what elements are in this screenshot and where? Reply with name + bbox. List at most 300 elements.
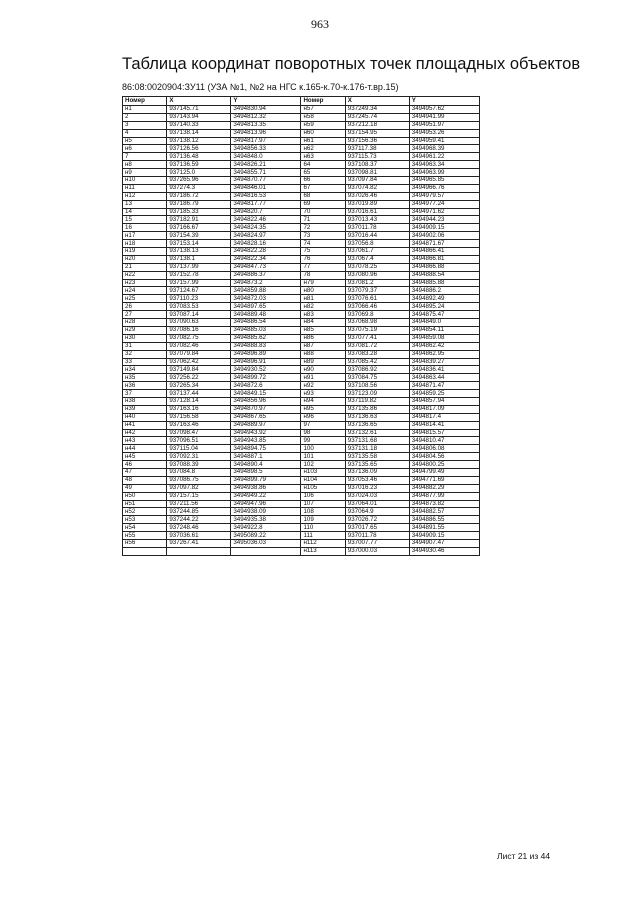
x-coordinate-left: 937084.8 — [167, 468, 231, 476]
x-coordinate-right: 937154.95 — [345, 129, 409, 137]
y-coordinate-right: 3494866.81 — [409, 255, 479, 263]
x-coordinate-right: 937245.74 — [345, 113, 409, 121]
y-coordinate-right: 3494930.46 — [409, 547, 479, 555]
y-coordinate-left: 3494824.97 — [231, 232, 301, 240]
y-coordinate-left: 3494813.35 — [231, 121, 301, 129]
y-coordinate-right: 3494966.76 — [409, 184, 479, 192]
point-number-left: н28 — [123, 319, 167, 327]
table-row — [123, 129, 480, 137]
x-coordinate-right: 937131.68 — [345, 437, 409, 445]
x-coordinate-right: 937132.61 — [345, 429, 409, 437]
x-coordinate-right: 937016.44 — [345, 232, 409, 240]
point-number-left: 48 — [123, 476, 167, 484]
y-coordinate-right: 3494873.82 — [409, 500, 479, 508]
y-coordinate-right: 3494866.88 — [409, 263, 479, 271]
point-number-left: н11 — [123, 184, 167, 192]
document-subtitle: 86:08:0020904:ЗУ11 (УЗА №1, №2 на НГС к.165-к.70-к.176-т.вр.15) — [122, 82, 399, 92]
table-row — [123, 279, 480, 287]
x-coordinate-right: 937076.61 — [345, 295, 409, 303]
point-number-right: н86 — [301, 334, 345, 342]
x-coordinate-left: 937137.99 — [167, 263, 231, 271]
point-number-left: 15 — [123, 216, 167, 224]
x-coordinate-left: 937125.0 — [167, 169, 231, 177]
y-coordinate-left: 3494873.2 — [231, 279, 301, 287]
table-row — [123, 113, 480, 121]
x-coordinate-left: 937128.14 — [167, 397, 231, 405]
table-row — [123, 200, 480, 208]
y-coordinate-right: 3494941.99 — [409, 113, 479, 121]
y-coordinate-right: 3494979.57 — [409, 192, 479, 200]
x-coordinate-right: 937097.84 — [345, 177, 409, 185]
point-number-right: н103 — [301, 468, 345, 476]
point-number-right: 67 — [301, 184, 345, 192]
point-number-right: 110 — [301, 524, 345, 532]
table-row — [123, 263, 480, 271]
y-coordinate-left: 3495089.22 — [231, 532, 301, 540]
y-coordinate-left: 3494820.7 — [231, 208, 301, 216]
x-coordinate-left: 937211.56 — [167, 500, 231, 508]
y-coordinate-right: 3494961.22 — [409, 153, 479, 161]
table-row — [123, 319, 480, 327]
header-x-right: X — [345, 97, 409, 106]
x-coordinate-left: 937153.14 — [167, 240, 231, 248]
point-number-left: 49 — [123, 484, 167, 492]
y-coordinate-left: 3494822.28 — [231, 248, 301, 256]
x-coordinate-left: 937157.15 — [167, 492, 231, 500]
y-coordinate-right: 3494771.69 — [409, 476, 479, 484]
table-row — [123, 445, 480, 453]
y-coordinate-right: 3494971.62 — [409, 208, 479, 216]
x-coordinate-right: 937078.25 — [345, 263, 409, 271]
point-number-left: н20 — [123, 255, 167, 263]
y-coordinate-left: 3494856.33 — [231, 145, 301, 153]
x-coordinate-right: 937079.37 — [345, 287, 409, 295]
point-number-left: н24 — [123, 287, 167, 295]
y-coordinate-right: 3494871.67 — [409, 240, 479, 248]
y-coordinate-left: 3494949.22 — [231, 492, 301, 500]
x-coordinate-right: 937156.36 — [345, 137, 409, 145]
table-row — [123, 405, 480, 413]
y-coordinate-right: 3494849.0 — [409, 319, 479, 327]
y-coordinate-right: 3494875.47 — [409, 311, 479, 319]
table-row — [123, 547, 480, 555]
x-coordinate-left: 937097.82 — [167, 484, 231, 492]
y-coordinate-right: 3494895.24 — [409, 303, 479, 311]
point-number-right: 72 — [301, 224, 345, 232]
y-coordinate-left: 3494812.32 — [231, 113, 301, 121]
point-number-right: н85 — [301, 326, 345, 334]
table-row — [123, 248, 480, 256]
point-number-right: н87 — [301, 342, 345, 350]
y-coordinate-left: 3494889.48 — [231, 311, 301, 319]
point-number-left: 37 — [123, 390, 167, 398]
x-coordinate-right: 937064.01 — [345, 500, 409, 508]
x-coordinate-right: 937081.2 — [345, 279, 409, 287]
x-coordinate-left: 937096.51 — [167, 437, 231, 445]
y-coordinate-left: 3494885.62 — [231, 334, 301, 342]
x-coordinate-left — [167, 547, 231, 555]
x-coordinate-left: 937152.78 — [167, 271, 231, 279]
document-title: Таблица координат поворотных точек площадных объектов — [122, 55, 581, 73]
table-row — [123, 216, 480, 224]
x-coordinate-right: 937108.56 — [345, 382, 409, 390]
y-coordinate-left: 3494846.01 — [231, 184, 301, 192]
y-coordinate-left: 3494826.21 — [231, 161, 301, 169]
table-row — [123, 461, 480, 469]
y-coordinate-left: 3494887.1 — [231, 453, 301, 461]
y-coordinate-left: 3494855.71 — [231, 169, 301, 177]
x-coordinate-right: 937249.34 — [345, 106, 409, 114]
point-number-right: н57 — [301, 106, 345, 114]
table-row — [123, 184, 480, 192]
y-coordinate-left: 3494816.53 — [231, 192, 301, 200]
y-coordinate-left: 3494859.88 — [231, 287, 301, 295]
x-coordinate-left: 937092.31 — [167, 453, 231, 461]
x-coordinate-right: 937017.65 — [345, 524, 409, 532]
y-coordinate-right: 3494886.55 — [409, 516, 479, 524]
table-row — [123, 390, 480, 398]
point-number-left: 14 — [123, 208, 167, 216]
table-body — [123, 106, 480, 556]
x-coordinate-left: 937156.58 — [167, 413, 231, 421]
y-coordinate-left: 3494849.15 — [231, 390, 301, 398]
table-row — [123, 342, 480, 350]
x-coordinate-right: 937069.8 — [345, 311, 409, 319]
header-y-right: Y — [409, 97, 479, 106]
x-coordinate-right: 937066.46 — [345, 303, 409, 311]
x-coordinate-left: 937145.71 — [167, 106, 231, 114]
y-coordinate-left: 3494889.97 — [231, 421, 301, 429]
y-coordinate-right: 3494891.55 — [409, 524, 479, 532]
point-number-left: н17 — [123, 232, 167, 240]
point-number-left: 27 — [123, 311, 167, 319]
x-coordinate-left: 937087.14 — [167, 311, 231, 319]
table-row — [123, 453, 480, 461]
table-row — [123, 492, 480, 500]
point-number-left: н9 — [123, 169, 167, 177]
table-row — [123, 516, 480, 524]
y-coordinate-right: 3494859.08 — [409, 334, 479, 342]
point-number-right: н91 — [301, 374, 345, 382]
x-coordinate-left: 937274.3 — [167, 184, 231, 192]
y-coordinate-right: 3494806.08 — [409, 445, 479, 453]
point-number-right: 71 — [301, 216, 345, 224]
y-coordinate-left: 3494817.77 — [231, 200, 301, 208]
y-coordinate-right: 3494959.41 — [409, 137, 479, 145]
point-number-right: н62 — [301, 145, 345, 153]
point-number-right: 74 — [301, 240, 345, 248]
page-number: 963 — [311, 17, 329, 31]
point-number-right: 75 — [301, 248, 345, 256]
y-coordinate-left: 3494890.4 — [231, 461, 301, 469]
x-coordinate-right: 937135.58 — [345, 453, 409, 461]
x-coordinate-right: 937007.77 — [345, 539, 409, 547]
point-number-left: н25 — [123, 295, 167, 303]
table-row — [123, 137, 480, 145]
y-coordinate-right: 3494863.44 — [409, 374, 479, 382]
y-coordinate-left: 3494943.92 — [231, 429, 301, 437]
point-number-left: н5 — [123, 137, 167, 145]
y-coordinate-right: 3494968.39 — [409, 145, 479, 153]
table-row — [123, 382, 480, 390]
point-number-right: н81 — [301, 295, 345, 303]
table-row — [123, 397, 480, 405]
x-coordinate-right: 937026.72 — [345, 516, 409, 524]
y-coordinate-left: 3494872.6 — [231, 382, 301, 390]
x-coordinate-right: 937131.18 — [345, 445, 409, 453]
point-number-right: 100 — [301, 445, 345, 453]
header-y-left: Y — [231, 97, 301, 106]
x-coordinate-right: 937074.82 — [345, 184, 409, 192]
point-number-left: н42 — [123, 429, 167, 437]
y-coordinate-left: 3494886.37 — [231, 271, 301, 279]
x-coordinate-right: 937123.09 — [345, 390, 409, 398]
y-coordinate-right: 3494810.47 — [409, 437, 479, 445]
table-row — [123, 145, 480, 153]
y-coordinate-right: 3494815.57 — [409, 429, 479, 437]
point-number-right: 111 — [301, 532, 345, 540]
y-coordinate-right: 3494866.41 — [409, 248, 479, 256]
point-number-left: 16 — [123, 224, 167, 232]
table-row — [123, 232, 480, 240]
point-number-right: 70 — [301, 208, 345, 216]
x-coordinate-right: 937098.81 — [345, 169, 409, 177]
point-number-left: н43 — [123, 437, 167, 445]
x-coordinate-left: 937157.99 — [167, 279, 231, 287]
point-number-left: н44 — [123, 445, 167, 453]
y-coordinate-right: 3494862.95 — [409, 350, 479, 358]
point-number-right: 66 — [301, 177, 345, 185]
x-coordinate-right: 937016.61 — [345, 208, 409, 216]
y-coordinate-right: 3494882.57 — [409, 508, 479, 516]
table-row — [123, 374, 480, 382]
x-coordinate-left: 937062.42 — [167, 358, 231, 366]
x-coordinate-left: 937126.56 — [167, 145, 231, 153]
table-row — [123, 224, 480, 232]
point-number-right: 106 — [301, 492, 345, 500]
x-coordinate-right: 937053.46 — [345, 476, 409, 484]
point-number-right: н79 — [301, 279, 345, 287]
x-coordinate-right: 937016.23 — [345, 484, 409, 492]
point-number-left: н1 — [123, 106, 167, 114]
y-coordinate-right: 3494944.23 — [409, 216, 479, 224]
x-coordinate-left: 937182.91 — [167, 216, 231, 224]
x-coordinate-right: 937086.92 — [345, 366, 409, 374]
x-coordinate-left: 937265.96 — [167, 177, 231, 185]
x-coordinate-right: 937068.98 — [345, 319, 409, 327]
x-coordinate-left: 937036.61 — [167, 532, 231, 540]
point-number-left: н56 — [123, 539, 167, 547]
x-coordinate-left: 937166.67 — [167, 224, 231, 232]
x-coordinate-right: 937136.09 — [345, 468, 409, 476]
x-coordinate-left: 937244.85 — [167, 508, 231, 516]
y-coordinate-right: 3494871.47 — [409, 382, 479, 390]
x-coordinate-right: 937135.65 — [345, 461, 409, 469]
point-number-left: 47 — [123, 468, 167, 476]
point-number-left: н35 — [123, 374, 167, 382]
x-coordinate-left: 937140.33 — [167, 121, 231, 129]
y-coordinate-right: 3494800.25 — [409, 461, 479, 469]
x-coordinate-left: 937163.16 — [167, 405, 231, 413]
point-number-left: н8 — [123, 161, 167, 169]
x-coordinate-left: 937115.04 — [167, 445, 231, 453]
y-coordinate-right: 3494799.49 — [409, 468, 479, 476]
y-coordinate-left: 3494885.03 — [231, 326, 301, 334]
y-coordinate-right: 3494814.41 — [409, 421, 479, 429]
x-coordinate-left: 937138.14 — [167, 129, 231, 137]
x-coordinate-right: 937067.4 — [345, 255, 409, 263]
point-number-left: 32 — [123, 350, 167, 358]
x-coordinate-right: 937026.46 — [345, 192, 409, 200]
point-number-left: 4 — [123, 129, 167, 137]
y-coordinate-left: 3494822.46 — [231, 216, 301, 224]
y-coordinate-left: 3494896.91 — [231, 358, 301, 366]
x-coordinate-left: 937136.59 — [167, 161, 231, 169]
table-row — [123, 366, 480, 374]
x-coordinate-right: 937064.9 — [345, 508, 409, 516]
table-row — [123, 192, 480, 200]
point-number-right: 64 — [301, 161, 345, 169]
point-number-left: н53 — [123, 516, 167, 524]
point-number-left: н36 — [123, 382, 167, 390]
y-coordinate-left: 3494935.38 — [231, 516, 301, 524]
y-coordinate-left: 3494828.16 — [231, 240, 301, 248]
table-row — [123, 295, 480, 303]
point-number-left: н23 — [123, 279, 167, 287]
y-coordinate-right: 3494888.54 — [409, 271, 479, 279]
x-coordinate-left: 937098.47 — [167, 429, 231, 437]
x-coordinate-right: 937119.82 — [345, 397, 409, 405]
y-coordinate-right: 3494977.24 — [409, 200, 479, 208]
point-number-right: н83 — [301, 311, 345, 319]
point-number-left: н10 — [123, 177, 167, 185]
y-coordinate-right: 3494907.47 — [409, 539, 479, 547]
point-number-left: н51 — [123, 500, 167, 508]
point-number-left: 21 — [123, 263, 167, 271]
point-number-right: н82 — [301, 303, 345, 311]
header-number-right: Номер — [301, 97, 345, 106]
header-row — [123, 97, 480, 106]
point-number-right: 73 — [301, 232, 345, 240]
y-coordinate-right: 3494859.25 — [409, 390, 479, 398]
table-row — [123, 334, 480, 342]
point-number-left: н6 — [123, 145, 167, 153]
x-coordinate-right: 937085.42 — [345, 358, 409, 366]
point-number-right: 109 — [301, 516, 345, 524]
y-coordinate-right: 3494885.88 — [409, 279, 479, 287]
y-coordinate-left: 3494830.94 — [231, 106, 301, 114]
point-number-right: 68 — [301, 192, 345, 200]
x-coordinate-left: 937186.72 — [167, 192, 231, 200]
y-coordinate-right: 3494817.4 — [409, 413, 479, 421]
y-coordinate-left: 3494922.8 — [231, 524, 301, 532]
table-row — [123, 524, 480, 532]
header-x-left: X — [167, 97, 231, 106]
x-coordinate-right: 937136.65 — [345, 421, 409, 429]
point-number-left: н54 — [123, 524, 167, 532]
y-coordinate-left — [231, 547, 301, 555]
y-coordinate-left: 3494886.54 — [231, 319, 301, 327]
point-number-left: н19 — [123, 248, 167, 256]
point-number-right: н94 — [301, 397, 345, 405]
point-number-left: н50 — [123, 492, 167, 500]
table-row — [123, 177, 480, 185]
y-coordinate-left: 3494899.79 — [231, 476, 301, 484]
x-coordinate-left: 937256.22 — [167, 374, 231, 382]
x-coordinate-left: 937086.75 — [167, 476, 231, 484]
x-coordinate-right: 937019.89 — [345, 200, 409, 208]
point-number-left: н29 — [123, 326, 167, 334]
x-coordinate-left: 937143.94 — [167, 113, 231, 121]
point-number-right: н112 — [301, 539, 345, 547]
x-coordinate-right: 937061.7 — [345, 248, 409, 256]
table-row — [123, 532, 480, 540]
y-coordinate-left: 3494897.65 — [231, 303, 301, 311]
point-number-right: н84 — [301, 319, 345, 327]
table-row — [123, 208, 480, 216]
x-coordinate-left: 937163.46 — [167, 421, 231, 429]
table-row — [123, 153, 480, 161]
y-coordinate-right: 3494836.41 — [409, 366, 479, 374]
table-row — [123, 106, 480, 114]
y-coordinate-left: 3494938.09 — [231, 508, 301, 516]
x-coordinate-left: 937265.34 — [167, 382, 231, 390]
table-row — [123, 358, 480, 366]
y-coordinate-right: 3494892.49 — [409, 295, 479, 303]
y-coordinate-left: 3494870.97 — [231, 405, 301, 413]
point-number-left: н41 — [123, 421, 167, 429]
point-number-left — [123, 547, 167, 555]
point-number-right: 101 — [301, 453, 345, 461]
table-header — [123, 97, 480, 106]
y-coordinate-right: 3494886.2 — [409, 287, 479, 295]
point-number-left: 3 — [123, 121, 167, 129]
x-coordinate-right: 937136.63 — [345, 413, 409, 421]
table-row — [123, 287, 480, 295]
y-coordinate-left: 3494938.86 — [231, 484, 301, 492]
x-coordinate-right: 937024.03 — [345, 492, 409, 500]
y-coordinate-right: 3494953.26 — [409, 129, 479, 137]
point-number-left: н52 — [123, 508, 167, 516]
table-row — [123, 326, 480, 334]
x-coordinate-left: 937185.33 — [167, 208, 231, 216]
point-number-right: н92 — [301, 382, 345, 390]
x-coordinate-right: 937117.38 — [345, 145, 409, 153]
x-coordinate-left: 937079.84 — [167, 350, 231, 358]
y-coordinate-left: 3494848.0 — [231, 153, 301, 161]
table-row — [123, 437, 480, 445]
y-coordinate-right: 3494862.42 — [409, 342, 479, 350]
y-coordinate-right: 3494963.99 — [409, 169, 479, 177]
x-coordinate-left: 937124.67 — [167, 287, 231, 295]
y-coordinate-left: 3494870.77 — [231, 177, 301, 185]
point-number-right: 77 — [301, 263, 345, 271]
y-coordinate-left: 3494822.34 — [231, 255, 301, 263]
table-row — [123, 429, 480, 437]
x-coordinate-right: 937077.41 — [345, 334, 409, 342]
y-coordinate-left: 3494813.96 — [231, 129, 301, 137]
x-coordinate-left: 937088.39 — [167, 461, 231, 469]
table-row — [123, 539, 480, 547]
y-coordinate-right: 3494817.09 — [409, 405, 479, 413]
y-coordinate-right: 3494963.34 — [409, 161, 479, 169]
x-coordinate-right: 937013.43 — [345, 216, 409, 224]
table-row — [123, 484, 480, 492]
point-number-right: 99 — [301, 437, 345, 445]
table-row — [123, 508, 480, 516]
y-coordinate-right: 3494951.97 — [409, 121, 479, 129]
x-coordinate-left: 937186.79 — [167, 200, 231, 208]
